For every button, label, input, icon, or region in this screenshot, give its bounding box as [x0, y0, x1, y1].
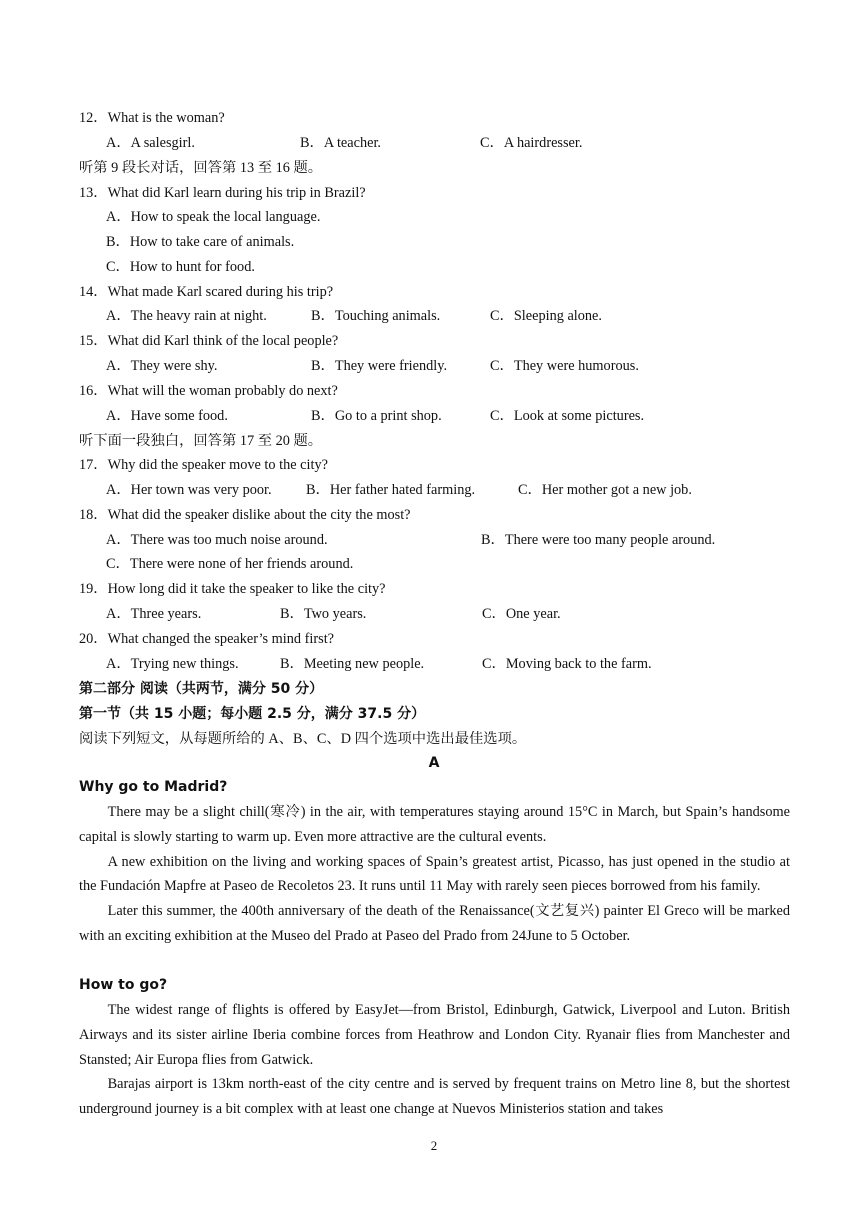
question-12-stem: 12．What is the woman?	[79, 110, 225, 126]
question-20-option-c: C．Moving back to the farm.	[482, 656, 652, 672]
question-12-option-a: A．A salesgirl.	[106, 135, 195, 151]
question-19-option-a: A．Three years.	[106, 606, 202, 622]
passage-paragraph-5: Barajas airport is 13km north-east of the city centre and is served by frequent trains on Metro line 8, but the shortest underground journey is a bit complex with at least one change at Nuevos Ministerios station and takes	[79, 1076, 790, 1118]
question-18-stem: 18．What did the speaker dislike about the city the most?	[79, 507, 411, 523]
part-two-title: 第二部分 阅读（共两节，满分 50 分）	[79, 681, 324, 697]
question-19-option-c: C．One year.	[482, 606, 561, 622]
question-12-option-c: C．A hairdresser.	[480, 135, 583, 151]
passage-paragraph-4: The widest range of flights is offered by EasyJet—from Bristol, Edinburgh, Gatwick, Liverpool and Luton. British Airways and its sister airline Iberia combine forces from Heathrow and London City. Ryanair flies from Manchester and Stansted; Air Europa flies from Gatwick.	[79, 1002, 790, 1068]
passage-paragraph-3: Later this summer, the 400th anniversary of the death of the Renaissance(文艺复兴) painter El Greco will be marked with an exciting exhibition at the Museo del Prado at Paseo del Prado from 24June to 5 October.	[79, 903, 790, 944]
question-17-option-c: C．Her mother got a new job.	[518, 482, 692, 498]
passage-paragraph-group-2	[79, 998, 790, 1122]
question-15-option-c: C．They were humorous.	[490, 358, 639, 374]
question-13-option-a: A．How to speak the local language.	[106, 209, 321, 225]
question-14-option-a: A．The heavy rain at night.	[106, 308, 267, 324]
question-17-option-a: A．Her town was very poor.	[106, 482, 272, 498]
question-18-option-c: C．There were none of her friends around.	[106, 556, 354, 572]
question-17-stem: 17．Why did the speaker move to the city?	[79, 457, 328, 473]
question-13-stem: 13．What did Karl learn during his trip in Brazil?	[79, 185, 366, 201]
section-instruction-dialogue-9: 听第 9 段长对话，回答第 13 至 16 题。	[79, 160, 323, 176]
question-20-stem: 20．What changed the speaker’s mind first?	[79, 631, 335, 647]
passage-paragraph-group-1	[79, 800, 790, 949]
question-12-option-b: B．A teacher.	[300, 135, 381, 151]
question-20-option-a: A．Trying new things.	[106, 656, 239, 672]
passage-heading-why-go: Why go to Madrid?	[79, 779, 228, 795]
question-16-option-a: A．Have some food.	[106, 408, 228, 424]
question-16-option-b: B．Go to a print shop.	[311, 408, 442, 424]
question-14-option-b: B．Touching animals.	[311, 308, 441, 324]
question-13-option-c: C．How to hunt for food.	[106, 259, 255, 275]
question-18-option-b: B．There were too many people around.	[481, 532, 716, 548]
section-one-title: 第一节（共 15 小题；每小题 2.5 分，满分 37.5 分）	[79, 706, 426, 722]
question-15-stem: 15．What did Karl think of the local people?	[79, 333, 339, 349]
page-number: 2	[430, 1138, 438, 1153]
section-instruction-monologue: 听下面一段独白，回答第 17 至 20 题。	[79, 433, 323, 449]
question-16-option-c: C．Look at some pictures.	[490, 408, 645, 424]
question-15-option-b: B．They were friendly.	[311, 358, 448, 374]
question-19-option-b: B．Two years.	[280, 606, 367, 622]
question-19-stem: 19．How long did it take the speaker to like the city?	[79, 581, 386, 597]
passage-paragraph-1: There may be a slight chill(寒冷) in the air, with temperatures staying around 15°C in March, but Spain’s handsome capital is slowly starting to warm up. Even more attractive are the cultural events.	[79, 804, 790, 845]
question-18-option-a: A．There was too much noise around.	[106, 532, 328, 548]
reading-instruction: 阅读下列短文，从每题所给的 A、B、C、D 四个选项中选出最佳选项。	[79, 731, 527, 747]
question-15-option-a: A．They were shy.	[106, 358, 218, 374]
question-13-option-b: B．How to take care of animals.	[106, 234, 295, 250]
question-17-option-b: B．Her father hated farming.	[306, 482, 476, 498]
passage-label: A	[428, 755, 440, 771]
question-20-option-b: B．Meeting new people.	[280, 656, 425, 672]
question-16-stem: 16．What will the woman probably do next?	[79, 383, 338, 399]
question-14-stem: 14．What made Karl scared during his trip?	[79, 284, 334, 300]
passage-heading-how-to-go: How to go?	[79, 977, 168, 993]
passage-paragraph-2: A new exhibition on the living and working spaces of Spain’s greatest artist, Picasso, has just opened in the studio at the Fundación Mapfre at Paseo de Recoletos 23. It runs until 11 May with rarely seen pieces borrowed from his family.	[79, 853, 790, 895]
question-14-option-c: C．Sleeping alone.	[490, 308, 602, 324]
